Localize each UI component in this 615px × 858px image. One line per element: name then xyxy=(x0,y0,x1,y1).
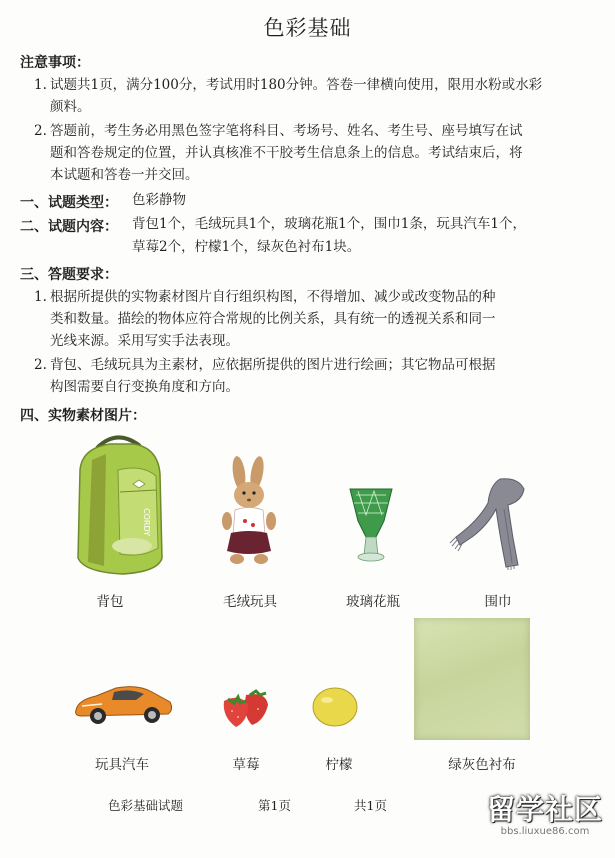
caption-strawberry: 草莓 xyxy=(232,757,260,773)
watermark xyxy=(487,788,603,837)
notice-item2-line3: 本试题和答卷一并交回。 xyxy=(50,167,199,183)
notice-item2-line1: 答题前，考生务必用黑色签字笔将科目、考场号、姓名、考生号、座号填写在试 xyxy=(50,123,523,139)
section3-item2-line2: 构图需要自行变换角度和方向。 xyxy=(50,379,239,395)
footer-page-number: 第1页 xyxy=(258,798,291,813)
notice-item2-number: 2. xyxy=(34,123,47,139)
strawberry-image xyxy=(218,687,274,729)
section2-line1: 背包1个，毛绒玩具1个，玻璃花瓶1个，围巾1条，玩具汽车1个， xyxy=(132,216,526,232)
notice-item1-line2: 颜料。 xyxy=(50,99,91,115)
backpack-image xyxy=(62,430,172,575)
section3-label: 三、答题要求： xyxy=(20,267,118,283)
plush-toy-image xyxy=(215,455,285,567)
notice-item2-line2: 题和答卷规定的位置，并认真核准不干胶考生信息条上的信息。考试结束后，将 xyxy=(50,145,523,161)
page-title: 色彩基础 xyxy=(263,16,352,40)
caption-scarf: 围巾 xyxy=(484,594,512,610)
watermark-title: 留学社区 xyxy=(486,793,603,826)
section3-item2-number: 2. xyxy=(34,357,47,373)
notice-heading: 注意事项： xyxy=(20,55,90,71)
caption-cloth: 绿灰色衬布 xyxy=(448,757,516,773)
caption-lemon: 柠檬 xyxy=(325,757,353,773)
section3-item1-line2: 类和数量。描绘的物体应符合常规的比例关系，具有统一的透视关系和同一 xyxy=(50,311,496,327)
section1-label: 一、试题类型： xyxy=(20,195,118,211)
glass-vase-image xyxy=(346,485,396,563)
section1-value: 色彩静物 xyxy=(132,192,186,208)
cloth-image xyxy=(414,618,530,740)
lemon-image xyxy=(310,684,360,730)
section3-item1-line3: 光线来源。采用写实手法表现。 xyxy=(50,333,239,349)
caption-toy-car: 玩具汽车 xyxy=(95,757,149,773)
section2-label: 二、试题内容： xyxy=(20,219,118,235)
backpack-brand: CORDY xyxy=(142,508,151,537)
footer-total-pages: 共1页 xyxy=(354,798,387,813)
toy-car-image xyxy=(72,680,176,726)
scarf-image xyxy=(448,475,538,570)
section3-item2-line1: 背包、毛绒玩具为主素材，应依据所提供的图片进行绘画；其它物品可根据 xyxy=(50,357,496,373)
watermark-url: bbs.liuxue86.com xyxy=(500,826,590,837)
footer-exam-name: 色彩基础试题 xyxy=(108,798,184,813)
caption-backpack: 背包 xyxy=(96,594,124,610)
section4-label: 四、实物素材图片： xyxy=(20,408,146,424)
section3-item1-line1: 根据所提供的实物素材图片自行组织构图，不得增加、减少或改变物品的种 xyxy=(50,289,496,305)
caption-plush-toy: 毛绒玩具 xyxy=(223,594,277,610)
section3-item1-number: 1. xyxy=(34,289,47,305)
notice-item1-line1: 试题共1页，满分100分，考试用时180分钟。答卷一律横向使用，限用水粉或水彩 xyxy=(50,77,543,93)
caption-glass-vase: 玻璃花瓶 xyxy=(346,594,400,610)
notice-item1-number: 1. xyxy=(34,77,47,93)
section2-line2: 草莓2个，柠檬1个，绿灰色衬布1块。 xyxy=(132,239,361,255)
